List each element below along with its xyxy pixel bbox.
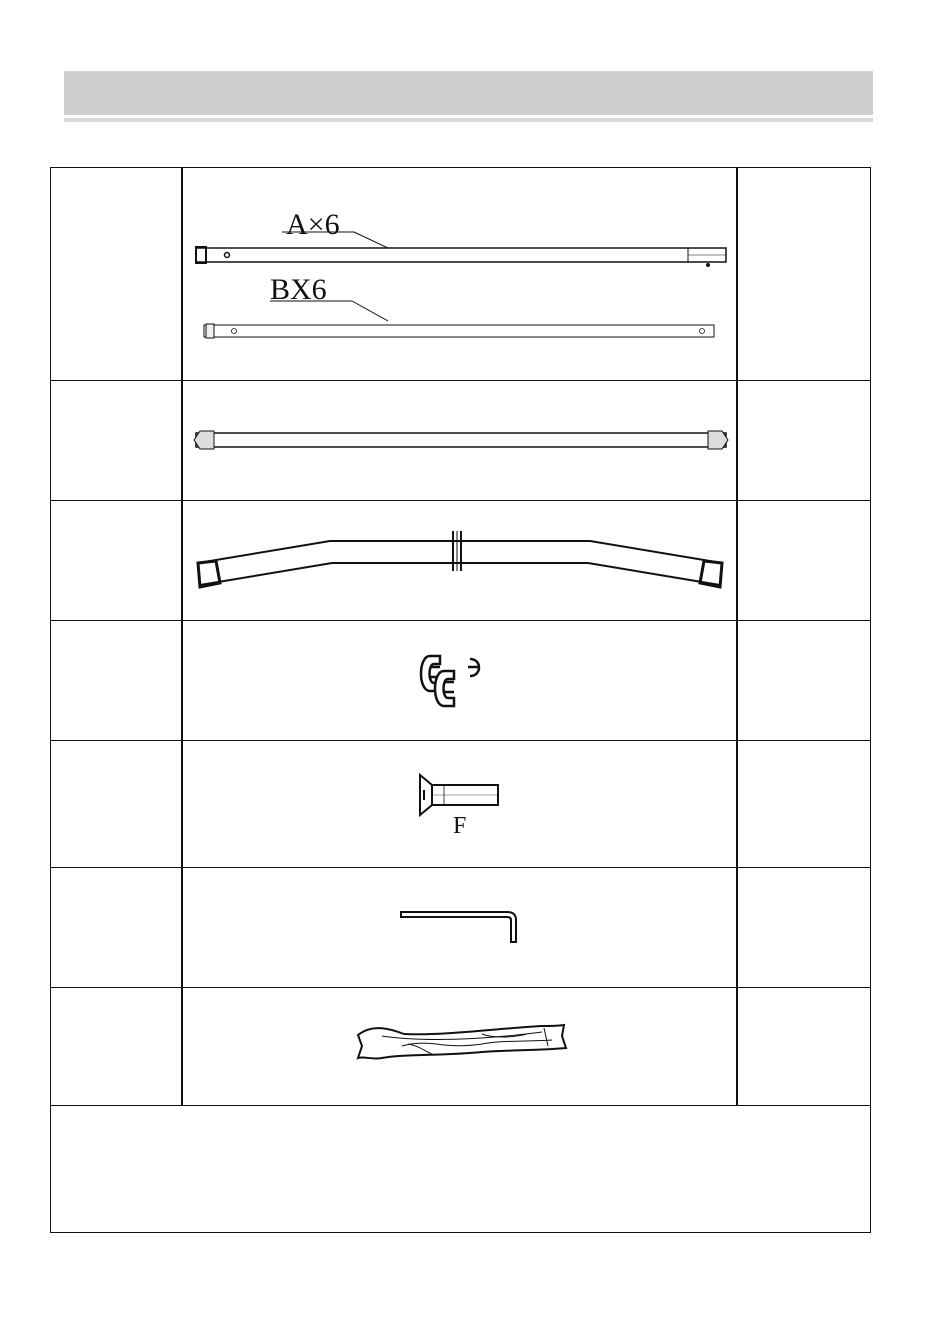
part-row-bent-pole	[51, 501, 870, 621]
part-qty-cell	[737, 741, 871, 867]
part-label-cell	[51, 168, 181, 380]
part-image-cell	[182, 741, 736, 867]
part-qty-cell	[737, 501, 871, 620]
header-rule	[64, 118, 873, 122]
bent-pole-illustration	[182, 501, 736, 621]
part-label-cell	[51, 381, 181, 500]
part-image-cell	[182, 501, 736, 620]
part-image-cell	[182, 168, 736, 380]
pole-b-end	[206, 324, 214, 338]
part-qty-cell	[737, 988, 871, 1105]
clip-illustration	[182, 621, 736, 741]
part-row-hex-key	[51, 868, 870, 988]
pole-b-label: BX6	[270, 273, 327, 306]
pole-b	[204, 325, 714, 337]
part-row-poles-a-b	[51, 168, 870, 381]
part-label-cell	[51, 621, 181, 740]
pole-a	[196, 248, 726, 262]
part-label-cell	[51, 988, 181, 1105]
cover-illustration	[182, 988, 736, 1106]
part-image-cell	[182, 621, 736, 740]
straight-pole-illustration	[182, 381, 736, 501]
header-bar	[64, 71, 873, 115]
part-row-clips	[51, 621, 870, 741]
part-row-cover	[51, 988, 870, 1106]
part-label-cell	[51, 868, 181, 987]
part-qty-cell	[737, 868, 871, 987]
parts-table	[50, 167, 871, 1233]
pole-a-label: A×6	[286, 208, 340, 241]
screw-label: F	[453, 813, 467, 839]
part-row-straight-pole	[51, 381, 870, 501]
footer-note	[51, 1106, 870, 1232]
part-label-cell	[51, 741, 181, 867]
hex-key-illustration	[182, 868, 736, 988]
part-image-cell	[182, 988, 736, 1105]
pole-a-b-illustration	[182, 168, 736, 381]
part-image-cell	[182, 381, 736, 500]
part-qty-cell	[737, 621, 871, 740]
part-qty-cell	[737, 168, 871, 380]
pole-a-cap	[196, 247, 206, 263]
part-row-screw	[51, 741, 870, 868]
part-qty-cell	[737, 381, 871, 500]
screw-illustration	[182, 741, 736, 868]
part-label-cell	[51, 501, 181, 620]
part-image-cell	[182, 868, 736, 987]
